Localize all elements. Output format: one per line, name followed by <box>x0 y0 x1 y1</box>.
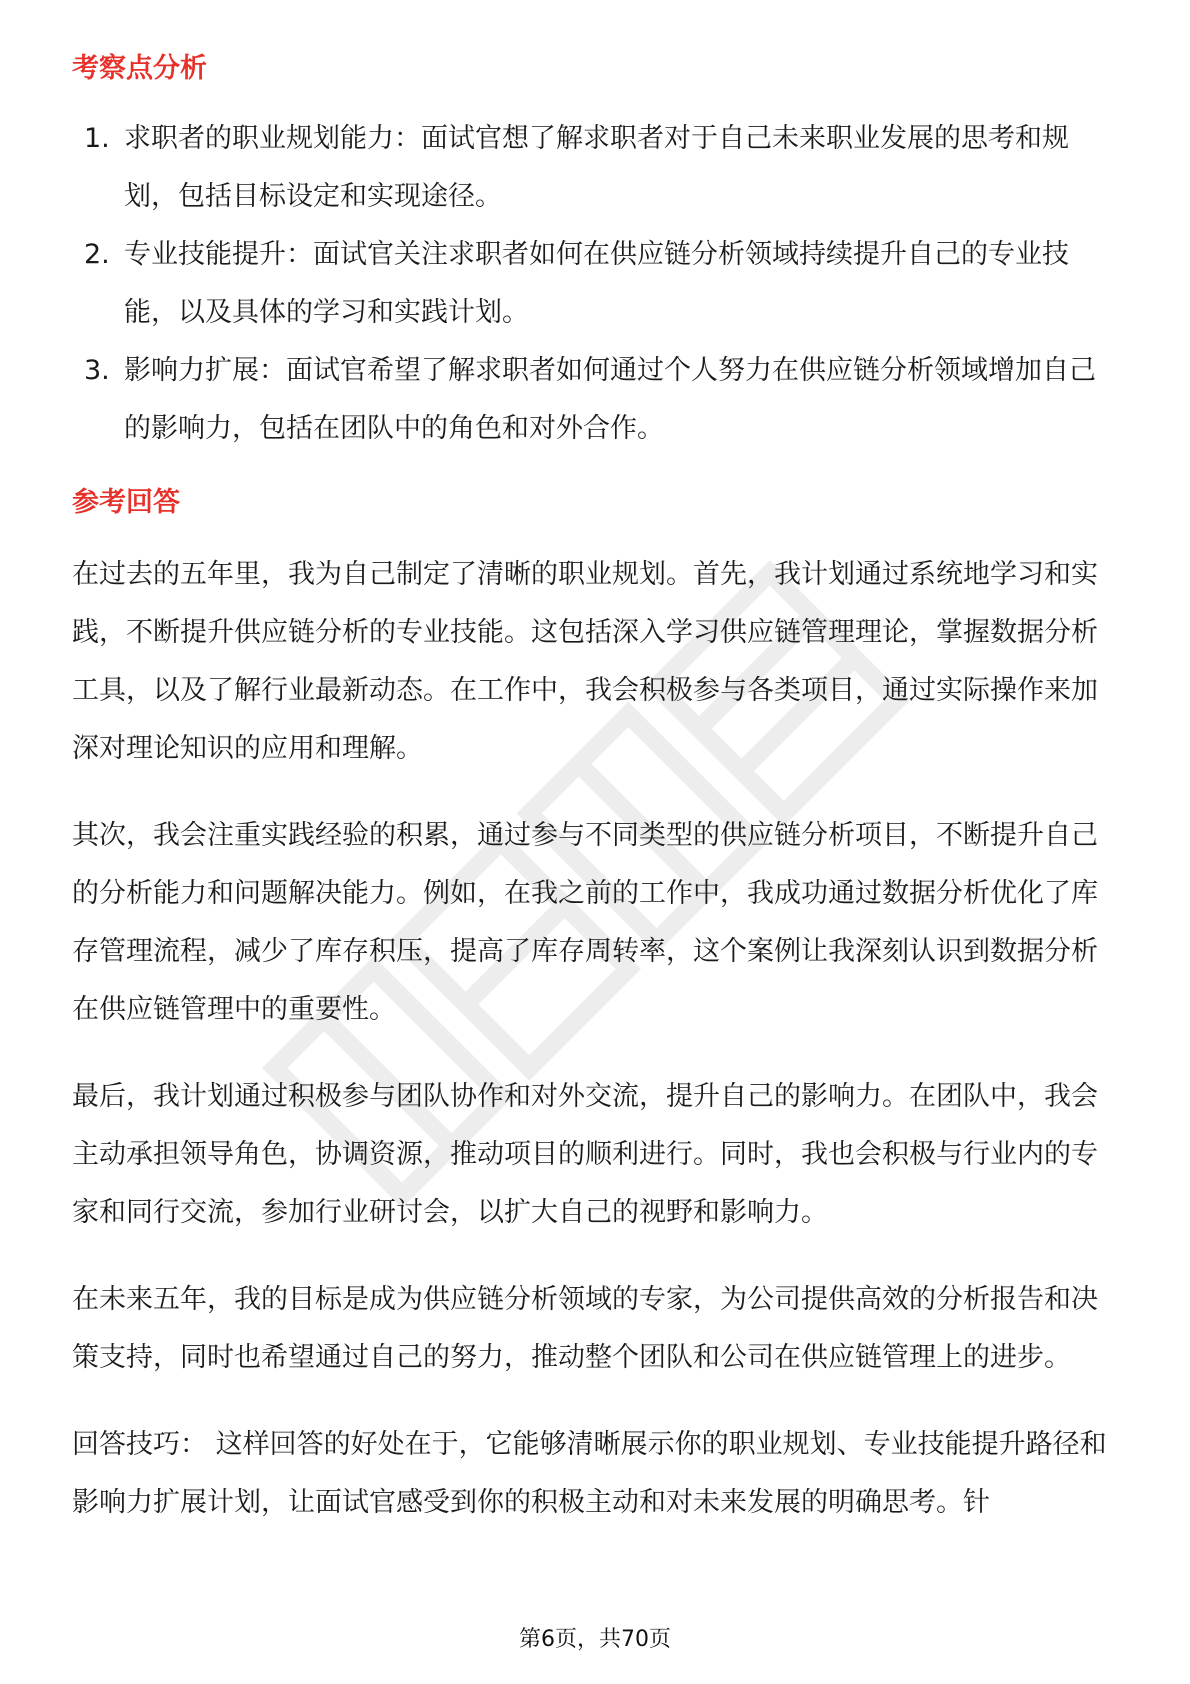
list-item-number: 1. <box>84 123 110 154</box>
section-heading-analysis: 考察点分析 <box>72 53 207 84</box>
answer-paragraph: 在未来五年，我的目标是成为供应链分析领域的专家，为公司提供高效的分析报告和决策支持，同时也希望通过自己的努力，推动整个团队和公司在供应链管理上的进步。 <box>72 1284 1098 1373</box>
answer-tips-paragraph: 回答技巧： 这样回答的好处在于，它能够清晰展示你的职业规划、专业技能提升路径和影响力扩展计划，让面试官感受到你的积极主动和对未来发展的明确思考。针 <box>72 1429 1107 1518</box>
answer-paragraph: 最后，我计划通过积极参与团队协作和对外交流，提升自己的影响力。在团队中，我会主动承担领导角色，协调资源，推动项目的顺利进行。同时，我也会积极与行业内的专家和同行交流，参加行业研讨会，以扩大自己的视野和影响力。 <box>72 1081 1098 1228</box>
page-footer: 第6页，共70页 <box>519 1627 671 1652</box>
list-item-number: 3. <box>84 355 110 386</box>
list-item-text: 求职者的职业规划能力：面试官想了解求职者对于自己未来职业发展的思考和规划，包括目标设定和实现途径。 <box>124 123 1069 212</box>
list-item-number: 2. <box>84 239 110 270</box>
list-item <box>72 226 1118 342</box>
list-item-text: 专业技能提升：面试官关注求职者如何在供应链分析领域持续提升自己的专业技能，以及具体的学习和实践计划。 <box>124 239 1069 328</box>
list-item-text: 影响力扩展：面试官希望了解求职者如何通过个人努力在供应链分析领域增加自己的影响力，包括在团队中的角色和对外合作。 <box>124 355 1096 444</box>
list-item <box>72 110 1118 226</box>
section-heading-reference: 参考回答 <box>72 487 180 518</box>
main-content <box>72 40 1118 1561</box>
analysis-list <box>72 110 1118 458</box>
answer-paragraph: 在过去的五年里，我为自己制定了清晰的职业规划。首先，我计划通过系统地学习和实践，不断提升供应链分析的专业技能。这包括深入学习供应链管理理论，掌握数据分析工具，以及了解行业最新动态。在工作中，我会积极参与各类项目，通过实际操作来加深对理论知识的应用和理解。 <box>72 559 1098 764</box>
answer-paragraph: 其次，我会注重实践经验的积累，通过参与不同类型的供应链分析项目，不断提升自己的分析能力和问题解决能力。例如，在我之前的工作中，我成功通过数据分析优化了库存管理流程，减少了库存积压，提高了库存周转率，这个案例让我深刻认识到数据分析在供应链管理中的重要性。 <box>72 820 1098 1025</box>
list-item <box>72 342 1118 458</box>
